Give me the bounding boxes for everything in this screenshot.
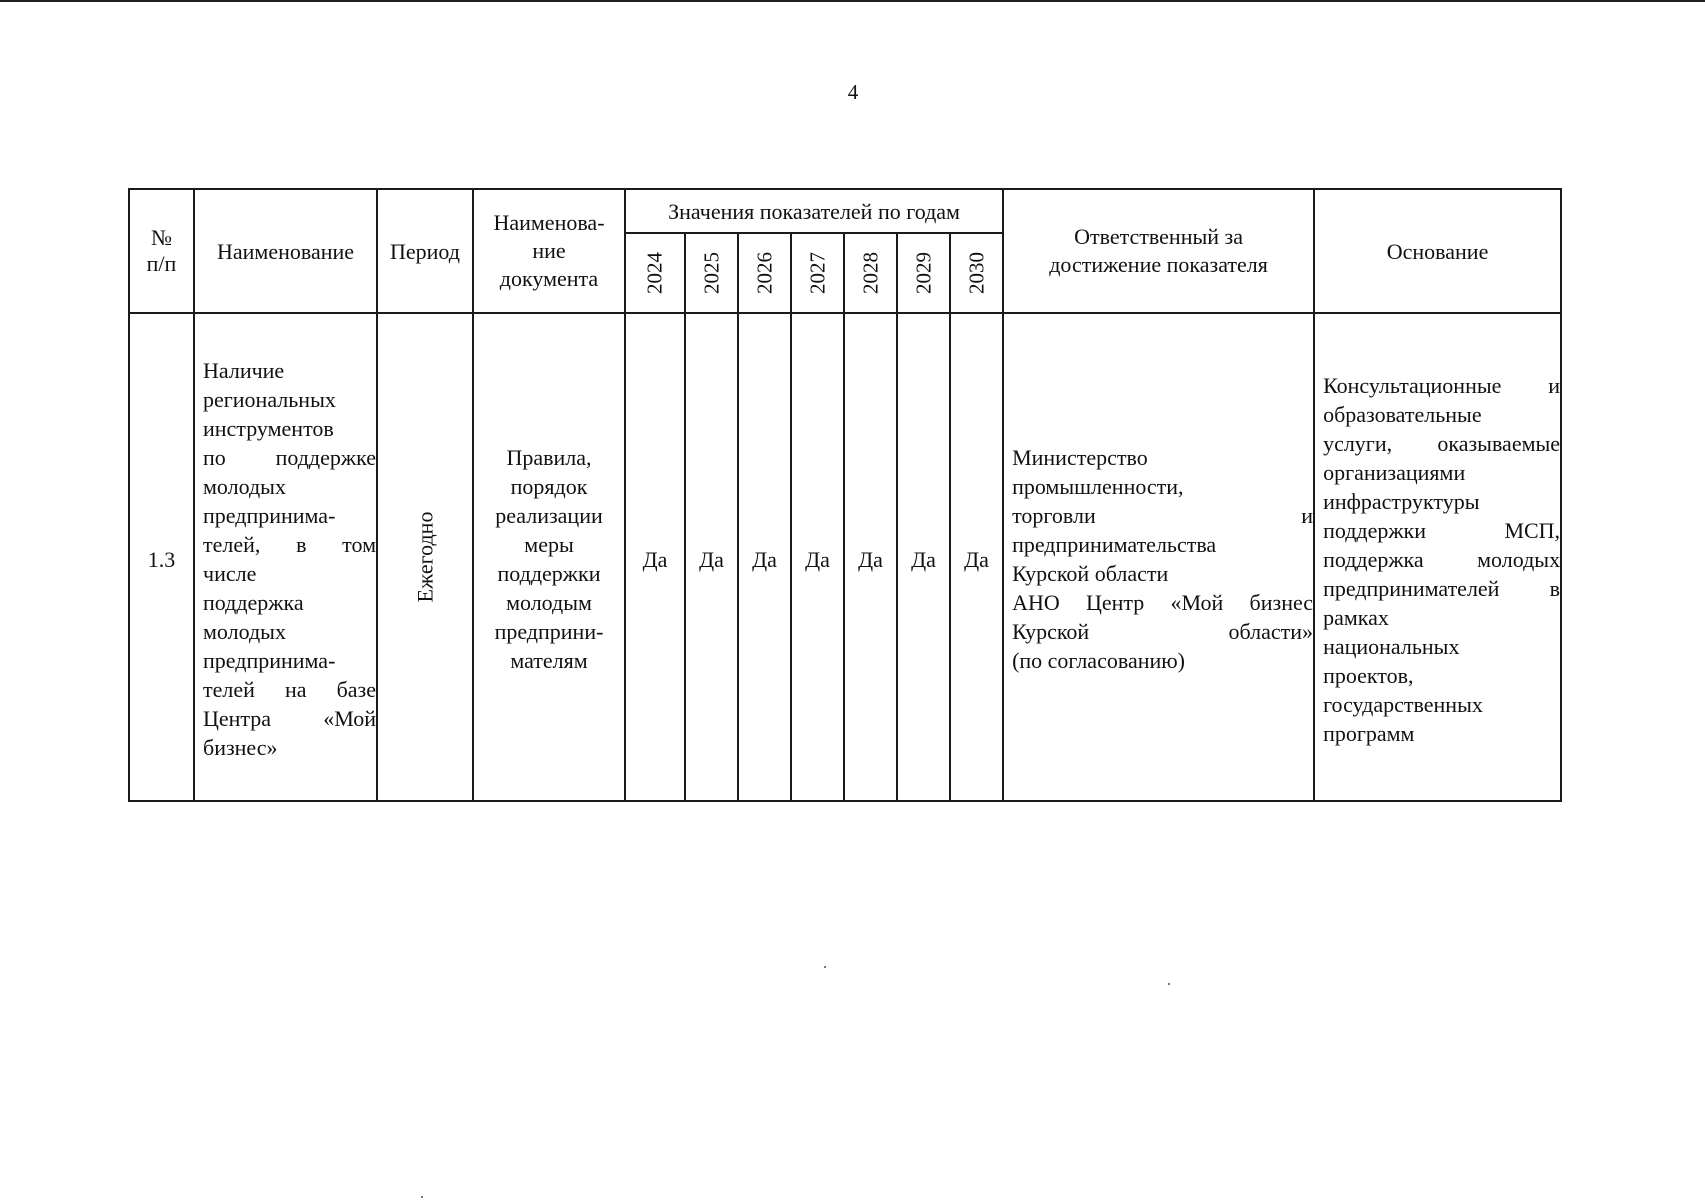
- scan-speck: [824, 966, 826, 968]
- scan-speck: [1168, 983, 1170, 985]
- header-document: Наименова- ние документа: [473, 189, 625, 313]
- page-top-edge: [0, 0, 1705, 2]
- row-number: 1.3: [129, 313, 194, 801]
- header-year-2024: 2024: [625, 233, 685, 313]
- scan-speck: [421, 1196, 423, 1198]
- header-year-2025: 2025: [685, 233, 738, 313]
- indicators-table: [128, 188, 1562, 802]
- period-value: Ежегодно: [412, 511, 438, 603]
- page-number: 4: [847, 80, 859, 104]
- header-year-2029: 2029: [897, 233, 950, 313]
- table-row: [129, 313, 1561, 801]
- period-cell: [377, 313, 473, 801]
- value-2025: Да: [685, 313, 738, 801]
- header-row-top: [129, 189, 1561, 233]
- document-name: Правила, порядок реализации меры поддержки молодым предприни- мателям: [473, 313, 625, 801]
- header-year-2027: 2027: [791, 233, 844, 313]
- header-responsible: Ответственный за достижение показателя: [1003, 189, 1314, 313]
- header-name: Наименование: [194, 189, 377, 313]
- basis-text: Консультационные и образовательные услуги, оказываемые организациями инфраструктуры поддержки МСП, поддержка молодых предпринимателей в рамках национальных проектов, государственных программ: [1314, 313, 1561, 801]
- value-2029: Да: [897, 313, 950, 801]
- header-basis: Основание: [1314, 189, 1561, 313]
- value-2024: Да: [625, 313, 685, 801]
- header-num: № п/п: [129, 189, 194, 313]
- responsible-party: Министерство промышленности, торговли и предпринимательства Курской области АНО Центр «Мой бизнес Курской области» (по согласованию): [1003, 313, 1314, 801]
- header-period: Период: [377, 189, 473, 313]
- value-2030: Да: [950, 313, 1003, 801]
- header-year-2026: 2026: [738, 233, 791, 313]
- header-year-2030: 2030: [950, 233, 1003, 313]
- value-2028: Да: [844, 313, 897, 801]
- value-2027: Да: [791, 313, 844, 801]
- indicator-name: Наличие региональных инструментов по поддержке молодых предпринима- телей, в том числе поддержка молодых предпринима- телей на базе Центра «Мой бизнес»: [194, 313, 377, 801]
- value-2026: Да: [738, 313, 791, 801]
- header-values-by-year: Значения показателей по годам: [625, 189, 1003, 233]
- header-year-2028: 2028: [844, 233, 897, 313]
